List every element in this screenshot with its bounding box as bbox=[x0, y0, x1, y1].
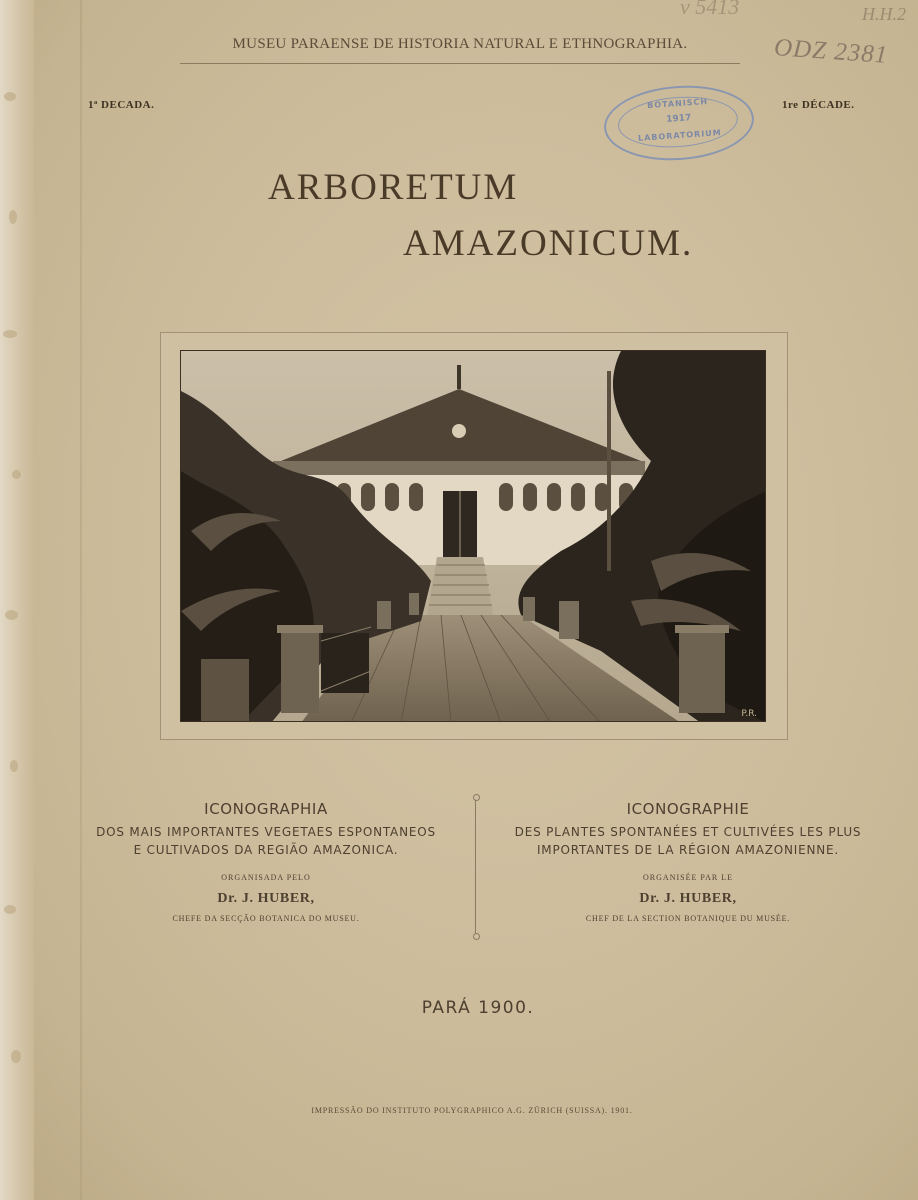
left-description-line-1: DOS MAIS IMPORTANTES VEGETAES ESPONTANEOS bbox=[96, 825, 436, 839]
left-author-name: J. HUBER, bbox=[241, 891, 315, 906]
handwritten-catalog-number: ODZ 2381 bbox=[773, 34, 890, 69]
fold-line bbox=[80, 0, 82, 1200]
stamp-text-middle: 1917 bbox=[665, 113, 692, 125]
stamp-text-bottom: LABORATORIUM bbox=[637, 128, 722, 143]
library-stamp bbox=[602, 81, 757, 165]
right-author-title: Dr. bbox=[639, 891, 660, 906]
french-column bbox=[494, 800, 882, 923]
photo-signature: P.R. bbox=[741, 709, 757, 719]
greenhouse-photograph bbox=[180, 350, 766, 722]
right-description-line-1: DES PLANTES SPONTANÉES ET CULTIVÉES LES PLUS bbox=[514, 825, 862, 839]
title-line-2: AMAZONICUM. bbox=[403, 223, 694, 264]
left-organised-by: ORGANISADA PELO bbox=[221, 873, 311, 882]
pencil-mark-corner: H.H.2 bbox=[862, 4, 906, 24]
left-author-title: Dr. bbox=[217, 891, 238, 906]
stamp-text-top: BOTANISCH bbox=[646, 96, 709, 111]
column-divider bbox=[475, 798, 476, 936]
right-author bbox=[494, 891, 882, 907]
right-heading: ICONOGRAPHIE bbox=[626, 800, 750, 818]
institution-header: MUSEU PARAENSE DE HISTORIA NATURAL E ETHNOGRAPHIA. bbox=[180, 36, 740, 64]
left-author-role: CHEFE DA SECÇÃO BOTANICA DO MUSEU. bbox=[172, 914, 360, 923]
left-heading: ICONOGRAPHIA bbox=[204, 800, 328, 818]
left-author bbox=[74, 891, 458, 907]
left-description-line-2: E CULTIVADOS DA REGIÃO AMAZONICA. bbox=[133, 843, 399, 857]
decada-label-pt: 1ª DECADA. bbox=[88, 99, 155, 111]
pencil-mark-top: v 5413 bbox=[680, 0, 740, 19]
portuguese-column bbox=[74, 800, 458, 923]
printer-imprint: IMPRESSÃO DO INSTITUTO POLYGRAPHICO A.G. ZÜRICH (SUISSA). 1901. bbox=[311, 1106, 633, 1115]
decade-label-fr: 1re DÉCADE. bbox=[782, 99, 855, 111]
right-organised-by: ORGANISÉE PAR LE bbox=[643, 873, 733, 882]
place-and-year: PARÁ 1900. bbox=[421, 998, 535, 1018]
torn-left-margin bbox=[0, 0, 34, 1200]
title-line-1: ARBORETUM bbox=[268, 167, 519, 208]
right-author-name: J. HUBER, bbox=[663, 891, 737, 906]
right-author-role: CHEF DE LA SECTION BOTANIQUE DU MUSÉE. bbox=[585, 914, 791, 923]
greenhouse-photo-drawing bbox=[181, 351, 766, 722]
right-description-line-2: IMPORTANTES DE LA RÉGION AMAZONIENNE. bbox=[536, 843, 840, 857]
